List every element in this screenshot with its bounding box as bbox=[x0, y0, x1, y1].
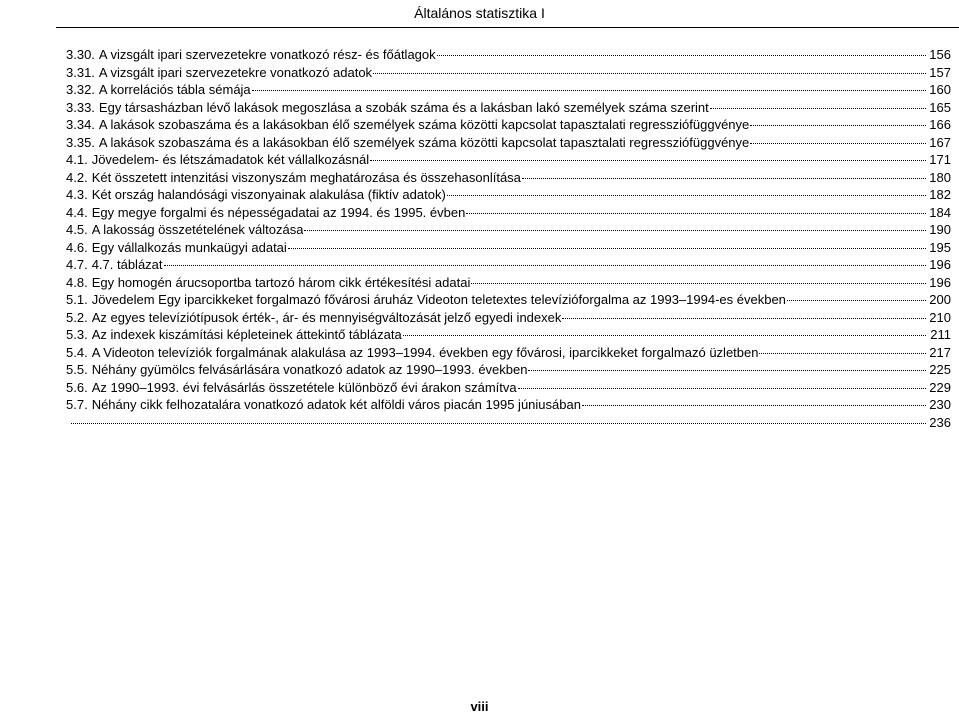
toc-entry-number: 3.30. bbox=[66, 47, 95, 62]
toc-entry[interactable] bbox=[66, 186, 951, 204]
toc-entry[interactable] bbox=[66, 396, 951, 414]
toc-entry[interactable] bbox=[66, 99, 951, 117]
toc-entry[interactable] bbox=[66, 344, 951, 362]
toc-dot-leader bbox=[710, 108, 926, 109]
toc-entry-page: 167 bbox=[929, 134, 951, 150]
toc-entry-page: 195 bbox=[929, 239, 951, 255]
toc-entry-page: 200 bbox=[929, 292, 951, 307]
running-header: Általános statisztika I bbox=[414, 5, 545, 21]
header-rule bbox=[56, 27, 959, 28]
toc-entry-title: A Videoton televíziók forgalmának alakulása az 1993–1994. években egy fővárosi, iparcikkeket forgalmazó üzletben bbox=[91, 344, 759, 360]
toc-entry-number: 4.5. bbox=[66, 222, 88, 237]
toc-entry[interactable] bbox=[66, 64, 951, 82]
toc-entry-page: 160 bbox=[929, 82, 951, 97]
toc-entry-page: 190 bbox=[929, 222, 951, 237]
toc-entry-number: 3.33. bbox=[66, 99, 95, 115]
toc-entry-page: 236 bbox=[929, 414, 951, 430]
toc-entry[interactable] bbox=[66, 221, 951, 239]
toc-entry-number: 5.1. bbox=[66, 292, 88, 307]
toc-entry-number: 5.5. bbox=[66, 362, 88, 377]
toc-entry-number: 4.6. bbox=[66, 239, 88, 255]
toc-entry-page: 210 bbox=[929, 309, 951, 325]
toc-entry-title: Az indexek kiszámítási képleteinek áttekintő táblázata bbox=[91, 327, 402, 342]
table-of-contents bbox=[66, 46, 951, 431]
toc-dot-leader bbox=[437, 55, 926, 56]
toc-entry-page: 166 bbox=[929, 117, 951, 132]
toc-entry-page: 182 bbox=[929, 187, 951, 202]
toc-entry-title: Egy megye forgalmi és népességadatai az 1994. és 1995. évben bbox=[91, 204, 466, 220]
toc-entry-title: A lakosság összetételének változása bbox=[91, 222, 304, 237]
toc-entry-number: 4.2. bbox=[66, 169, 88, 185]
toc-dot-leader bbox=[252, 90, 926, 91]
toc-dot-leader bbox=[582, 405, 926, 406]
toc-entry-title: Két összetett intenzitási viszonyszám meghatározása és összehasonlítása bbox=[91, 169, 521, 185]
toc-entry-title: A vizsgált ipari szervezetekre vonatkozó adatok bbox=[98, 64, 373, 80]
toc-entry-page: 229 bbox=[929, 379, 951, 395]
toc-entry[interactable] bbox=[66, 274, 951, 292]
toc-entry[interactable] bbox=[66, 151, 951, 169]
toc-dot-leader bbox=[304, 230, 926, 231]
toc-entry[interactable] bbox=[66, 414, 951, 432]
toc-entry-title: Néhány cikk felhozatalára vonatkozó adatok két alföldi város piacán 1995 júniusában bbox=[91, 397, 581, 412]
toc-dot-leader bbox=[471, 283, 926, 284]
toc-entry-title: Néhány gyümölcs felvásárlására vonatkozó adatok az 1990–1993. években bbox=[91, 362, 528, 377]
toc-entry-page: 157 bbox=[929, 64, 951, 80]
toc-entry-page: 196 bbox=[929, 257, 951, 272]
toc-dot-leader bbox=[373, 73, 926, 74]
toc-entry[interactable] bbox=[66, 169, 951, 187]
toc-entry-title: A korrelációs tábla sémája bbox=[98, 82, 251, 97]
toc-entry-title: Egy társasházban lévő lakások megoszlása a szobák száma és a lakásban lakó személyek száma szerint bbox=[98, 99, 709, 115]
toc-entry[interactable] bbox=[66, 326, 951, 344]
toc-entry-page: 165 bbox=[929, 99, 951, 115]
toc-entry-page: 211 bbox=[930, 327, 951, 342]
toc-entry-title: Az egyes televíziótípusok érték-, ár- és mennyiségváltozását jelző egyedi indexek bbox=[91, 309, 562, 325]
toc-dot-leader bbox=[518, 388, 926, 389]
toc-entry[interactable] bbox=[66, 361, 951, 379]
toc-entry-number: 4.7. bbox=[66, 257, 88, 272]
toc-entry-title: Egy homogén árucsoportba tartozó három cikk értékesítési adatai bbox=[91, 274, 471, 290]
toc-entry[interactable] bbox=[66, 309, 951, 327]
toc-entry-number: 3.31. bbox=[66, 64, 95, 80]
toc-dot-leader bbox=[447, 195, 926, 196]
toc-dot-leader bbox=[522, 178, 926, 179]
toc-entry-page: 230 bbox=[929, 397, 951, 412]
toc-entry-number: 5.3. bbox=[66, 327, 88, 342]
toc-dot-leader bbox=[562, 318, 926, 319]
toc-dot-leader bbox=[750, 125, 926, 126]
toc-entry-number: 4.3. bbox=[66, 187, 88, 202]
toc-entry-title: Jövedelem Egy iparcikkeket forgalmazó fővárosi áruház Videoton teletextes televízióforgalma az 1993–1994-es években bbox=[91, 292, 786, 307]
toc-entry[interactable] bbox=[66, 291, 951, 309]
toc-entry-number: 4.4. bbox=[66, 204, 88, 220]
toc-dot-leader bbox=[528, 370, 926, 371]
toc-dot-leader bbox=[787, 300, 926, 301]
toc-entry-title: 4.7. táblázat bbox=[91, 257, 163, 272]
toc-entry-number: 3.34. bbox=[66, 117, 95, 132]
toc-entry-title: A vizsgált ipari szervezetekre vonatkozó rész- és főátlagok bbox=[98, 47, 436, 62]
toc-dot-leader bbox=[164, 265, 926, 266]
toc-entry-page: 225 bbox=[929, 362, 951, 377]
toc-entry-title: Két ország halandósági viszonyainak alakulása (fiktív adatok) bbox=[91, 187, 446, 202]
toc-dot-leader bbox=[466, 213, 926, 214]
toc-entry-page: 184 bbox=[929, 204, 951, 220]
toc-entry-title: Jövedelem- és létszámadatok két vállalkozásnál bbox=[91, 152, 370, 167]
toc-entry-page: 180 bbox=[929, 169, 951, 185]
toc-entry-number: 4.8. bbox=[66, 274, 88, 290]
toc-entry-page: 217 bbox=[929, 344, 951, 360]
toc-entry-title: Egy vállalkozás munkaügyi adatai bbox=[91, 239, 287, 255]
toc-entry-number: 4.1. bbox=[66, 152, 88, 167]
toc-entry-number: 3.32. bbox=[66, 82, 95, 97]
toc-entry[interactable] bbox=[66, 134, 951, 152]
toc-entry-number: 5.2. bbox=[66, 309, 88, 325]
toc-dot-leader bbox=[71, 423, 926, 424]
toc-entry-number: 5.4. bbox=[66, 344, 88, 360]
toc-entry-number: 5.6. bbox=[66, 379, 88, 395]
toc-dot-leader bbox=[370, 160, 926, 161]
toc-entry[interactable] bbox=[66, 204, 951, 222]
toc-dot-leader bbox=[403, 335, 926, 336]
page-number: viii bbox=[470, 699, 489, 714]
toc-entry-page: 196 bbox=[929, 274, 951, 290]
toc-dot-leader bbox=[759, 353, 926, 354]
toc-entry-page: 171 bbox=[929, 152, 951, 167]
toc-dot-leader bbox=[750, 143, 926, 144]
toc-entry-number: 3.35. bbox=[66, 134, 95, 150]
toc-entry-title: A lakások szobaszáma és a lakásokban élő személyek száma közötti kapcsolat tapasztalati regressziófüggvénye bbox=[98, 117, 750, 132]
toc-entry[interactable] bbox=[66, 379, 951, 397]
toc-entry-title: A lakások szobaszáma és a lakásokban élő személyek száma közötti kapcsolat tapasztalati regressziófüggvénye bbox=[98, 134, 750, 150]
toc-dot-leader bbox=[288, 248, 926, 249]
toc-entry-page: 156 bbox=[929, 47, 951, 62]
toc-entry-title: Az 1990–1993. évi felvásárlás összetétele különböző évi árakon számítva bbox=[91, 379, 517, 395]
toc-entry-number: 5.7. bbox=[66, 397, 88, 412]
toc-entry[interactable] bbox=[66, 116, 951, 134]
toc-entry[interactable] bbox=[66, 256, 951, 274]
toc-entry[interactable] bbox=[66, 239, 951, 257]
toc-entry[interactable] bbox=[66, 81, 951, 99]
toc-entry[interactable] bbox=[66, 46, 951, 64]
